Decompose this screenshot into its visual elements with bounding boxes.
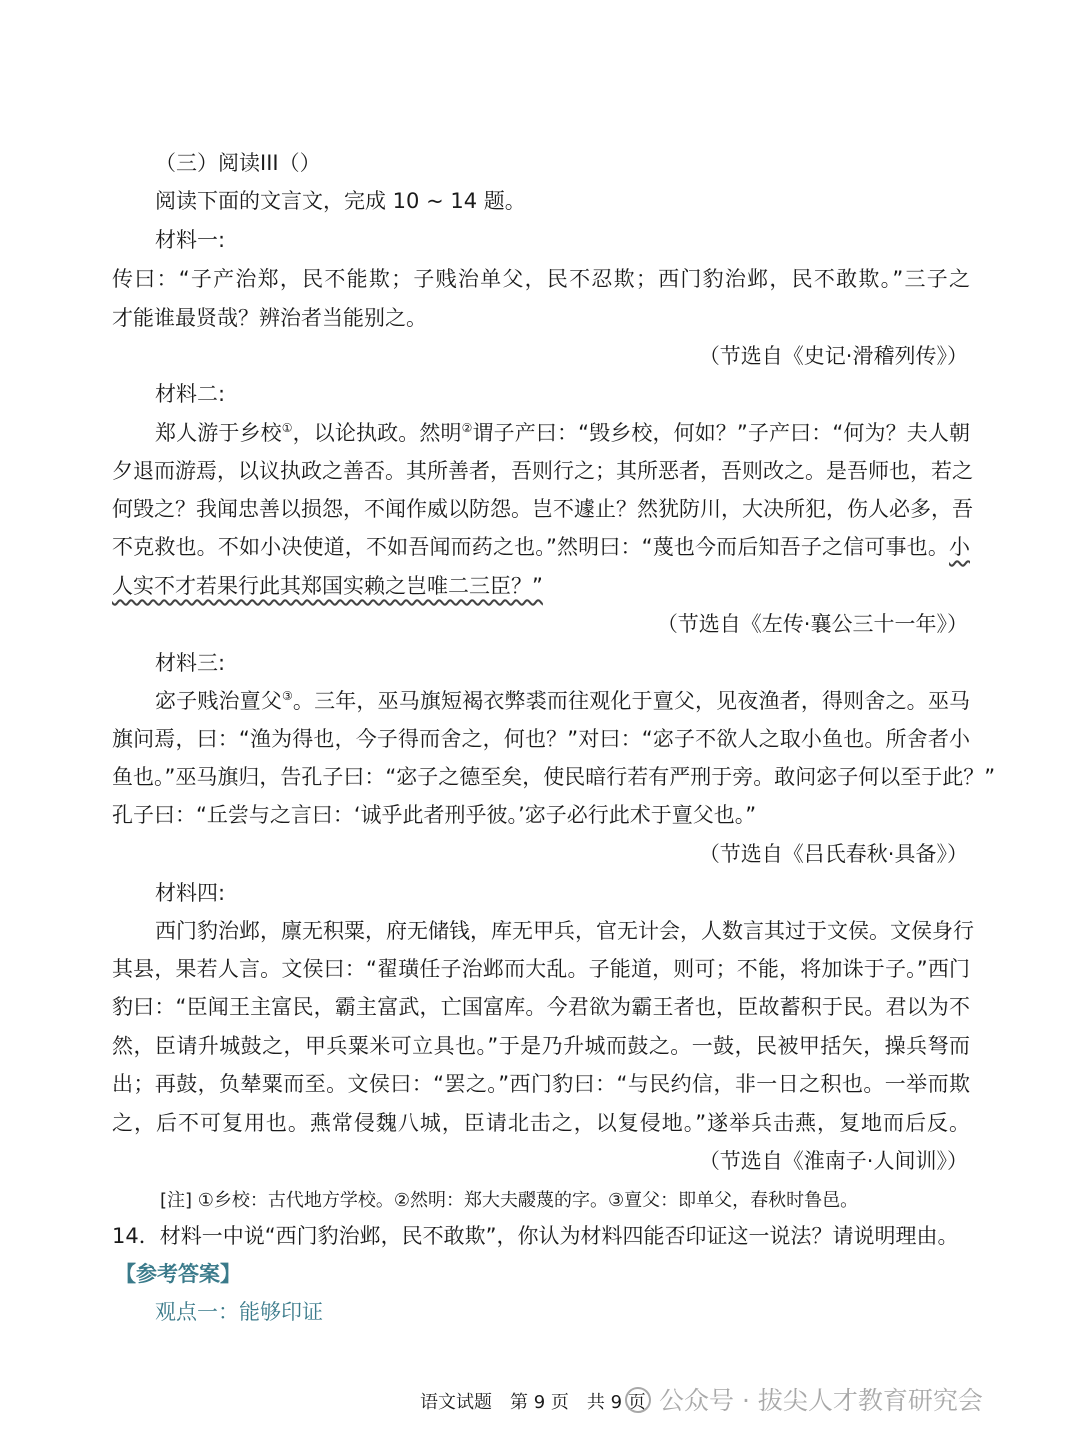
material-3-line: 鱼也。”巫马旗归，告孔子曰：“宓子之德至矣，使民暗行若有严刑于旁。敢问宓子何以至于此？”: [112, 765, 996, 789]
material-4-line: 之，后不可复用也。燕常侵魏八城，臣请北击之，以复侵地。”遂举兵击燕，复地而后反。: [112, 1111, 970, 1135]
material-2-line: 郑人游于乡校①，以论执政。然明②谓子产曰：“毁乡校，何如？”子产曰：“何为？夫人朝: [155, 421, 971, 445]
answer-heading: 【参考答案】: [115, 1262, 241, 1286]
page-footer: 语文试题 第 9 页 共 9 页: [420, 1392, 646, 1413]
material-4-line: 出；再鼓，负辇粟而至。文侯曰：“罢之。”西门豹曰：“与民约信，非一日之积也。一举而欺: [112, 1072, 970, 1096]
material-4-source: （节选自《淮南子·人间训》）: [698, 1149, 968, 1173]
underlined-sentence: 小: [949, 535, 970, 559]
section-title: （三）阅读III（）: [155, 151, 321, 175]
material-2-source: （节选自《左传·襄公三十一年》）: [656, 612, 968, 636]
question-14: 14．材料一中说“西门豹治邺，民不敢欺”，你认为材料四能否印证这一说法？请说明理由。: [112, 1224, 959, 1248]
footnote-marker: ①: [281, 421, 293, 435]
watermark: 公众号 · 拔尖人才教育研究会: [625, 1384, 983, 1418]
material-4-line: 然，臣请升城鼓之，甲兵粟米可立具也。”于是乃升城而鼓之。一鼓，民被甲括矢，操兵弩而: [112, 1034, 970, 1058]
wechat-icon: [625, 1387, 651, 1413]
answer-text: 观点一：能够印证: [155, 1300, 323, 1324]
material-3-line: 旗问焉，曰：“渔为得也，今子得而舍之，何也？”对曰：“宓子不欲人之取小鱼也。所舍者小: [112, 727, 970, 751]
material-4-line: 其县，果若人言。文侯曰：“翟璜任子治邺而大乱。子能道，则可；不能，将加诛于子。”西门: [112, 957, 970, 981]
material-1-source: （节选自《史记·滑稽列传》）: [698, 344, 968, 368]
underlined-sentence: 人实不才若果行此其郑国实赖之岂唯二三臣？”: [112, 574, 543, 598]
material-2-label: 材料二:: [155, 382, 226, 406]
material-1-label: 材料一:: [155, 228, 226, 252]
material-4-line: 豹曰：“臣闻王主富民，霸主富武，亡国富库。今君欲为霸王者也，臣故蓄积于民。君以为不: [112, 995, 970, 1019]
material-3-label: 材料三:: [155, 651, 226, 675]
material-4-line: 西门豹治邺，廪无积粟，府无储钱，库无甲兵，官无计会，人数言其过于文侯。文侯身行: [155, 919, 974, 943]
footnote-marker: ③: [281, 689, 293, 703]
material-4-label: 材料四:: [155, 881, 226, 905]
material-3-line: 孔子曰：“丘尝与之言曰：‘诚乎此者刑乎彼。’宓子必行此术于亶父也。”: [112, 803, 757, 827]
footnote-marker: ②: [461, 421, 473, 435]
material-3-line: 宓子贱治亶父③。三年，巫马旗短褐衣弊裘而往观化于亶父，见夜渔者，得则舍之。巫马: [155, 689, 970, 713]
footnotes: [注] ①乡校：古代地方学校。②然明：郑大夫鬷蔑的字。③亶父：即单父，春秋时鲁邑。: [160, 1190, 859, 1211]
material-2-line: 何毁之？我闻忠善以损怨，不闻作威以防怨。岂不遽止？然犹防川，大决所犯，伤人必多，吾: [112, 497, 973, 521]
material-2-line: 不克救也。不如小决使道，不如吾闻而药之也。”然明曰：“蔑也今而后知吾子之信可事也。小: [112, 535, 970, 559]
material-2-line: 夕退而游焉，以议执政之善否。其所善者，吾则行之；其所恶者，吾则改之。是吾师也，若之: [112, 459, 973, 483]
material-1-line: 传曰：“子产治郑，民不能欺；子贱治单父，民不忍欺；西门豹治邺，民不敢欺。”三子之: [112, 267, 970, 291]
instruction: 阅读下面的文言文，完成 10 ~ 14 题。: [155, 189, 526, 213]
material-1-line: 才能谁最贤哉？辨治者当能别之。: [112, 306, 427, 330]
material-3-source: （节选自《吕氏春秋·具备》）: [698, 842, 968, 866]
